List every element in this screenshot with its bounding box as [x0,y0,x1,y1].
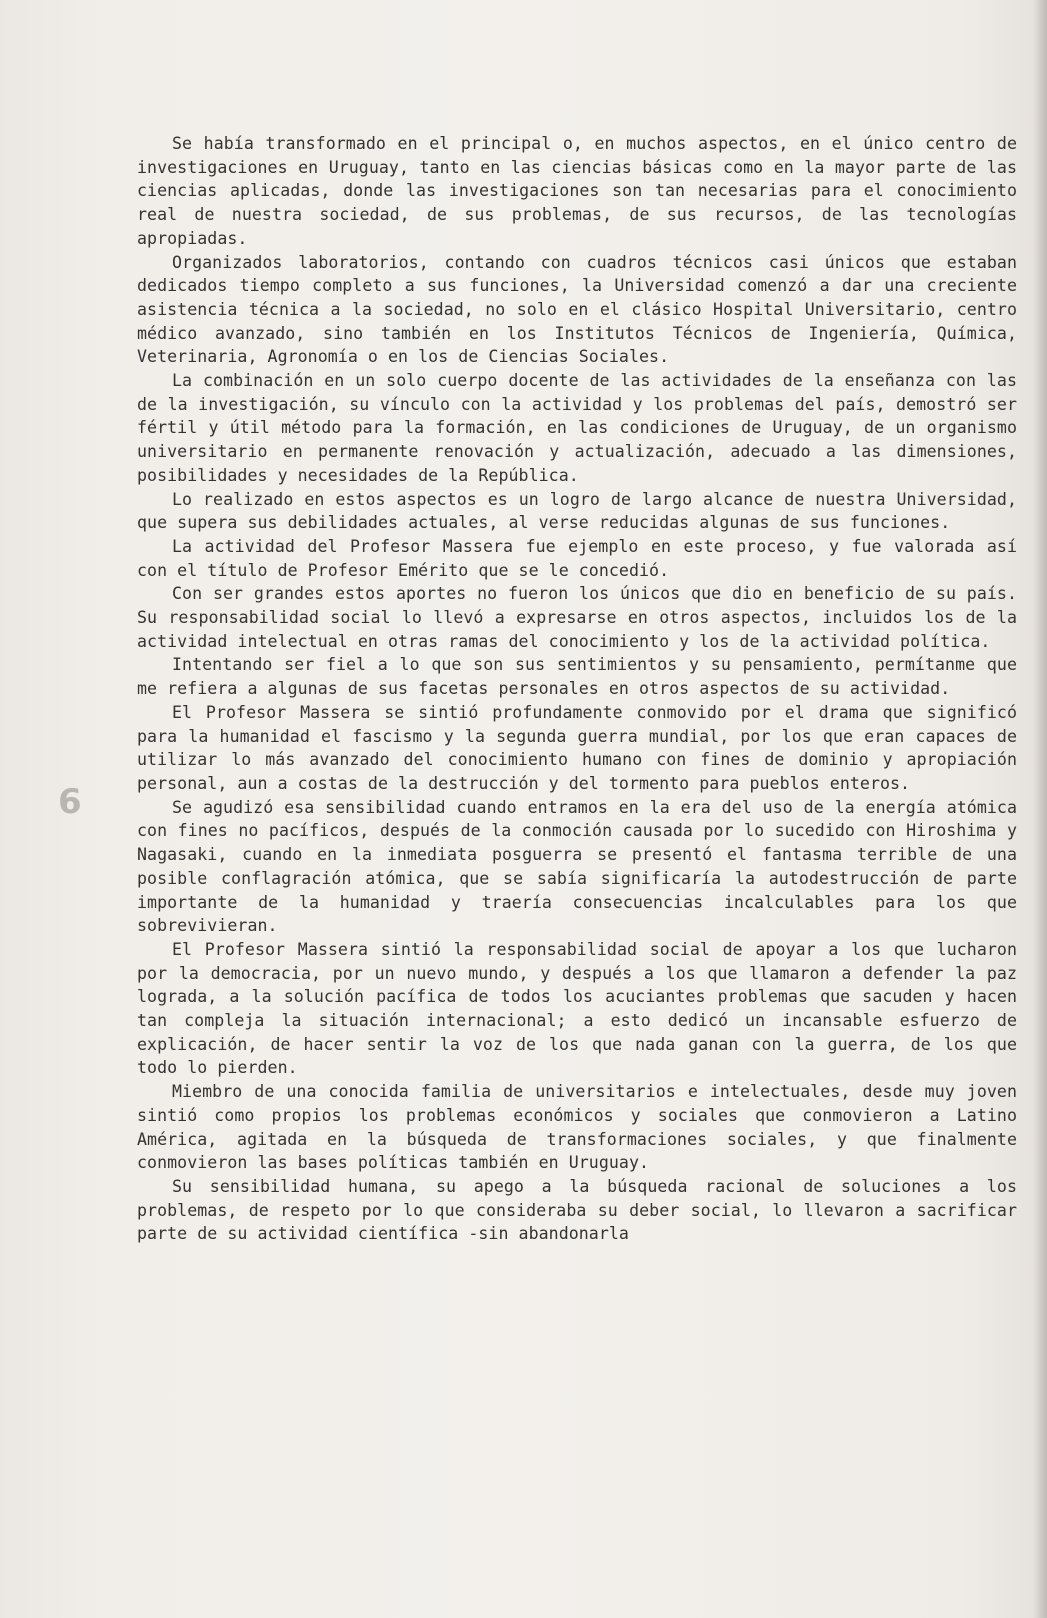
paragraph: El Profesor Massera sintió la responsabilidad social de apoyar a los que lucharon por la democracia, por un nuevo mundo, y después a los que llamaron a defender la paz lograda, a la solución pacífica de todos los acuciantes problemas que sacuden y hacen tan compleja la situación internacional; a esto dedicó un incansable esfuerzo de explicación, de hacer sentir la voz de los que nada ganan con la guerra, de los que todo lo pierden. [137,939,1017,1078]
paragraph: Lo realizado en estos aspectos es un logro de largo alcance de nuestra Universidad, que supera sus debilidades actuales, al verse reducidas algunas de sus funciones. [137,489,1017,533]
body-text [137,132,1017,1246]
paragraph: La actividad del Profesor Massera fue ejemplo en este proceso, y fue valorada así con el título de Profesor Emérito que se le concedió. [137,536,1017,580]
paragraph: Intentando ser fiel a lo que son sus sentimientos y su pensamiento, permítanme que me refiera a algunas de sus facetas personales en otros aspectos de su actividad. [137,655,1017,699]
paragraph: Se agudizó esa sensibilidad cuando entramos en la era del uso de la energía atómica con fines no pacíficos, después de la conmoción causada por lo sucedido con Hiroshima y Nagasaki, cuando en la inmediata posguerra se presentó el fantasma terrible de una posible conflagración atómica, que se sabía significaría la autodestrucción de parte importante de la humanidad y traería consecuencias incalculables para los que sobrevivieran. [137,797,1017,936]
paragraph: Organizados laboratorios, contando con cuadros técnicos casi únicos que estaban dedicados tiempo completo a sus funciones, la Universidad comenzó a dar una creciente asistencia técnica a la sociedad, no solo en el clásico Hospital Universitario, centro médico avanzado, sino también en los Institutos Técnicos de Ingeniería, Química, Veterinaria, Agronomía o en los de Ciencias Sociales. [137,252,1017,367]
paragraph: Miembro de una conocida familia de universitarios e intelectuales, desde muy joven sintió como propios los problemas económicos y sociales que conmovieron a Latino América, agitada en la búsqueda de transformaciones sociales, y que finalmente conmovieron las bases políticas también en Uruguay. [137,1082,1017,1173]
paragraph: Se había transformado en el principal o, en muchos aspectos, en el único centro de investigaciones en Uruguay, tanto en las ciencias básicas como en la mayor parte de las ciencias aplicadas, donde las investigaciones son tan necesarias para el conocimiento real de nuestra sociedad, de sus problemas, de sus recursos, de las tecnologías apropiadas. [137,134,1017,248]
paragraph: La combinación en un solo cuerpo docente de las actividades de la enseñanza con las de la investigación, su vínculo con la actividad y los problemas del país, demostró ser fértil y útil método para la formación, en las condiciones de Uruguay, de un organismo universitario en permanente renovación y actualización, adecuado a las dimensiones, posibilidades y necesidades de la República. [137,371,1017,485]
paragraph: Con ser grandes estos aportes no fueron los únicos que dio en beneficio de su país. Su responsabilidad social lo llevó a expresarse en otros aspectos, incluidos los de la actividad intelectual en otras ramas del conocimiento y los de la actividad política. [137,584,1017,651]
page-edge-shadow [1033,0,1047,1618]
paragraph: El Profesor Massera se sintió profundamente conmovido por el drama que significó para la humanidad el fascismo y la segunda guerra mundial, por los que eran capaces de utilizar lo más avanzado del conocimiento humano con fines de dominio y apropiación personal, aun a costas de la destrucción y del tormento para pueblos enteros. [137,702,1017,793]
paragraph: Su sensibilidad humana, su apego a la búsqueda racional de soluciones a los problemas, de respeto por lo que consideraba su deber social, lo llevaron a sacrificar parte de su actividad científica -sin abandonarla [137,1176,1017,1244]
page-number: 6 [58,782,82,822]
